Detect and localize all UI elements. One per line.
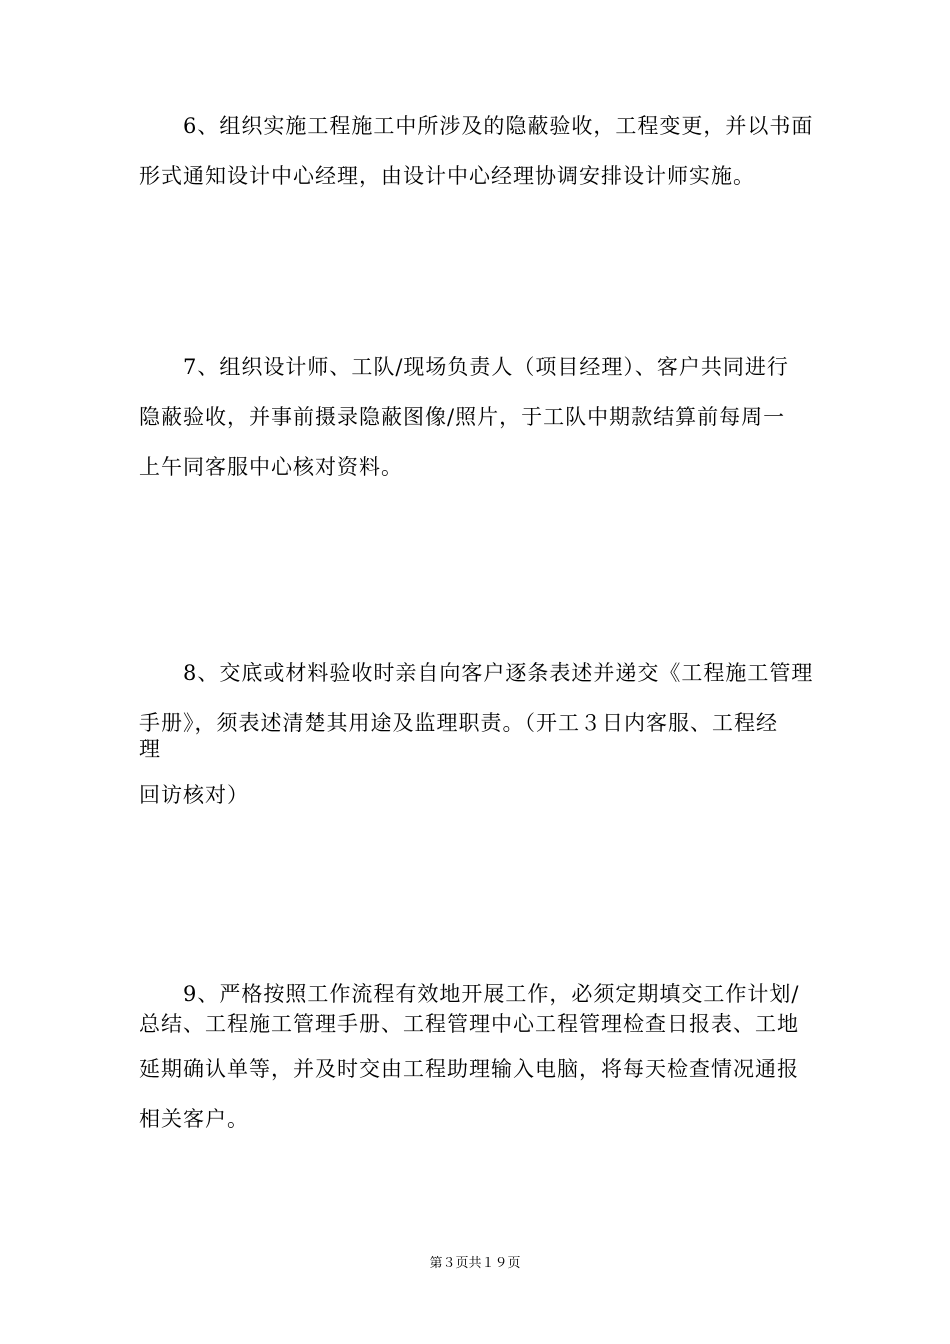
item-8-line-2: 手册》，须表述清楚其用途及监理职责。（开工３日内客服、工程经 (139, 711, 778, 735)
page-footer: 第３页共１９页 (429, 1256, 521, 1271)
item-7-line-2: 隐蔽验收，并事前摄录隐蔽图像/照片，于工队中期款结算前每周一 (139, 405, 786, 429)
item-9-line-1: 9、严格按照工作流程有效地开展工作，必须定期填交工作计划/ (139, 982, 800, 1006)
item-6-line-2: 形式通知设计中心经理，由设计中心经理协调安排设计师实施。 (139, 164, 755, 188)
item-7-line-1: 7、组织设计师、工队/现场负责人（项目经理）、客户共同进行 (139, 355, 789, 379)
item-7-line-3: 上午同客服中心核对资料。 (139, 455, 403, 479)
item-8-line-4: 回访核对） (139, 783, 249, 807)
item-9-line-3: 延期确认单等，并及时交由工程助理输入电脑，将每天检查情况通报 (139, 1057, 799, 1081)
item-8-line-1: 8、交底或材料验收时亲自向客户逐条表述并递交《工程施工管理 (139, 661, 814, 685)
item-8-line-3: 理 (139, 737, 161, 761)
item-9-line-4: 相关客户。 (139, 1107, 249, 1131)
item-9-line-2: 总结、工程施工管理手册、工程管理中心工程管理检查日报表、工地 (139, 1012, 799, 1036)
item-6-line-1: 6、组织实施工程施工中所涉及的隐蔽验收，工程变更，并以书面 (139, 114, 814, 138)
